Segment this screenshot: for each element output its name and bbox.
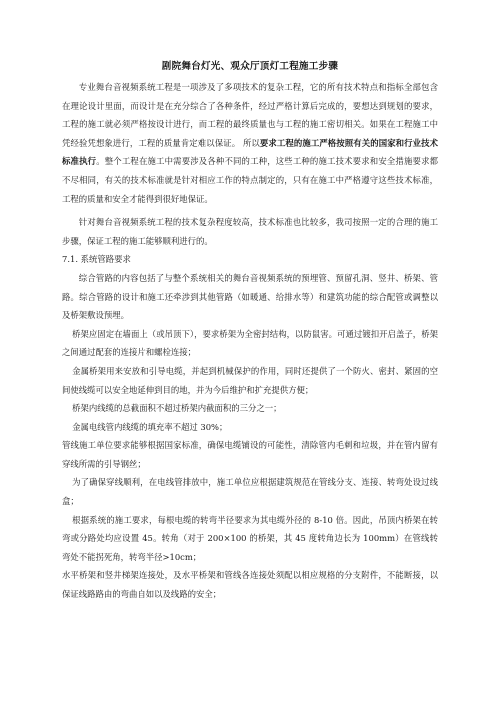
intro-paragraph-2: 针对舞台音视频系统工程的技术复杂程度较高，技术标准也比较多，我司按照一定的合理的施工步骤，保证工程的施工能够顺利进行的。	[62, 217, 438, 246]
document-page	[62, 60, 438, 604]
section-paragraph-1: 综合管路的内容包括了与整个系统相关的舞台音视频系统的预埋管、预留孔洞、竖井、桥架、管路。综合管路的设计和施工还牵涉到其他管路（如暖通、给排水等）和建筑功能的综合配管或调整以及桥架敷设预埋。	[62, 272, 438, 321]
section-paragraph-8: 根据系统的施工要求，每根电缆的转弯半径要求为其电缆外径的 8-10 倍。因此，吊顶内桥架在转弯或分路处均应设置 45。转角（对于 200×100 的桥架，其 45 度转角边长为 100mm）在管线转弯处不能拐死角，转弯半径>10cm；	[62, 514, 439, 562]
section-paragraph-3: 金属桥架用来安放和引导电缆，并起到机械保护的作用，同时还提供了一个防火、密封、紧固的空间使线缆可以安全地延伸到目的地，并为今后维护和扩充提供方便；	[62, 365, 438, 395]
section-paragraph-5: 金属电线管内线缆的填充率不超过 30%；	[72, 421, 228, 432]
section-paragraph-4: 桥架内线缆的总截面积不超过桥架内截面积的三分之一；	[72, 403, 282, 414]
intro-text-1: 专业舞台音视频系统工程是一项涉及了多项技术的复杂工程，它的所有技术特点和指标全部包含在理论设计里面，而设计是在充分综合了各种条件，经过严格计算后完成的，要想达到规划的要求，工程的施工就必须严格按设计进行，而工程的最终质量也与工程的施工密切相关。如果在工程施工中凭经验凭想象进行，工程的质量肯定难以保证。 所以	[62, 82, 438, 148]
section-paragraph-2: 桥架应固定在墙面上（或吊顶下），要求桥架为全密封结构，以防鼠害。可通过镀扣开启盖子，桥架之间通过配套的连接片和螺栓连接；	[62, 328, 438, 358]
section-paragraph-7: 为了确保穿线顺利，在电线管排放中，施工单位应根据建筑规范在管线分支、连接、转弯处设过线盒；	[62, 477, 438, 507]
section-paragraph-6: 管线施工单位要求能够根据国家标准，确保电缆铺设的可能性，清除管内毛刺和垃圾，并在管内留有穿线所需的引导钢丝；	[62, 440, 438, 469]
intro-bold-requirement: 要求工程的施工严格按照有关的国家和行业技术标准执行	[62, 137, 438, 167]
intro-paragraph-1	[62, 78, 438, 208]
section-paragraph-9: 水平桥架和竖井梯架连接处，及水平桥架和管线各连接处须配以相应规格的分支附件，不能断接，以保证线路路由的弯曲自如以及线路的安全；	[62, 570, 438, 600]
document-title: 剧院舞台灯光、观众厅顶灯工程施工步骤	[161, 61, 339, 72]
intro-text-2: 。整个工程在施工中需要涉及各种不同的工种，这些工种的施工技术要求和安全措施要求都不尽相同，有关的技术标准就是针对相应工作的特点制定的，只有在施工中严格遵守这些技术标准，工程的质量和安全才能得到很好地保证。	[62, 156, 439, 204]
section-heading: 7.1. 系统管路要求	[62, 254, 131, 265]
